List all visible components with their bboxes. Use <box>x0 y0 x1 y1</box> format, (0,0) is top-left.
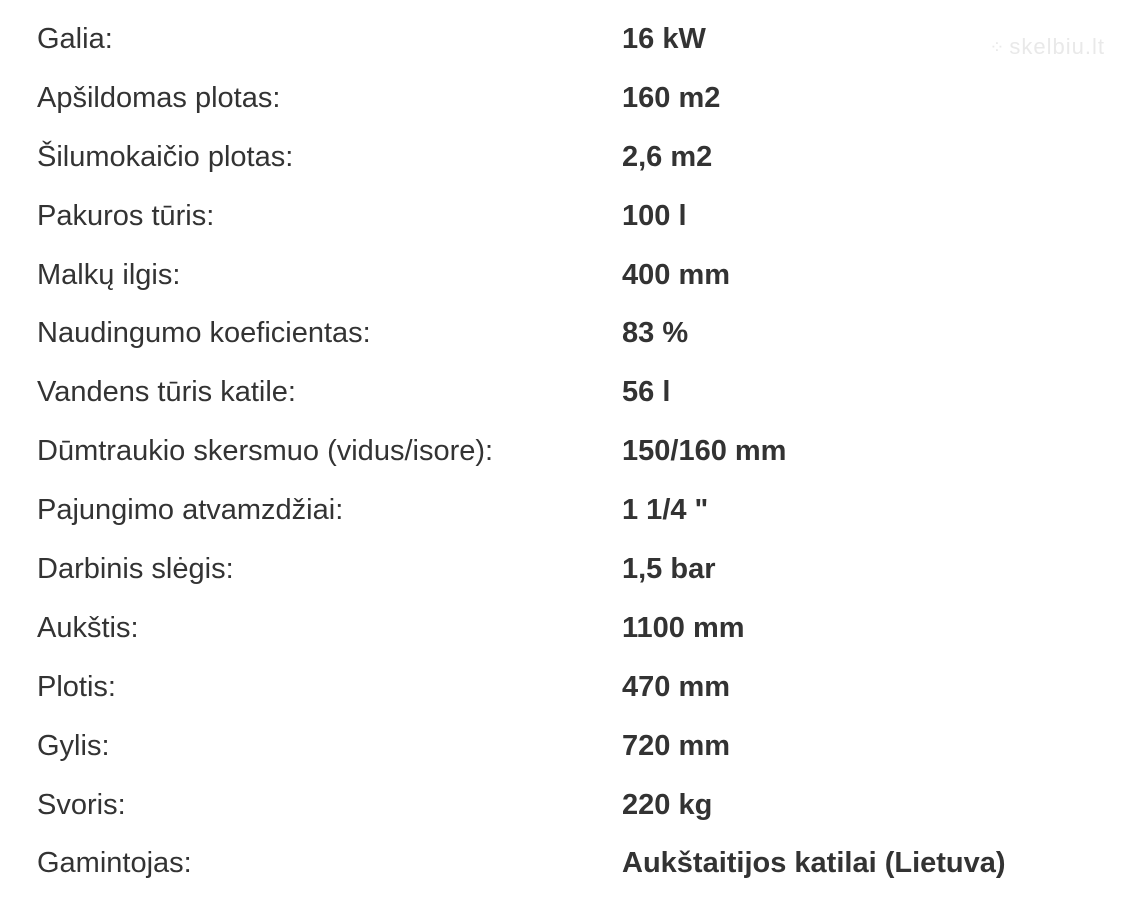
spec-value: 16 kW <box>622 22 706 55</box>
spec-row-flue-diameter <box>37 422 1117 481</box>
spec-value: 150/160 mm <box>622 435 787 468</box>
spec-label: Šilumokaičio plotas: <box>37 140 294 173</box>
spec-value: 56 l <box>622 376 671 409</box>
spec-value: 1 1/4 " <box>622 494 709 527</box>
spec-row-exchanger-area <box>37 128 1117 187</box>
spec-value: 400 mm <box>622 258 731 291</box>
spec-label: Gylis: <box>37 729 110 762</box>
spec-value: 1,5 bar <box>622 552 716 585</box>
spec-label: Plotis: <box>37 670 116 703</box>
spec-value: 83 % <box>622 317 689 350</box>
spec-label: Apšildomas plotas: <box>37 81 281 114</box>
spec-label: Naudingumo koeficientas: <box>37 317 371 350</box>
spec-value: 720 mm <box>622 729 731 762</box>
spec-row-heated-area <box>37 69 1117 128</box>
spec-value: 220 kg <box>622 788 713 821</box>
spec-row-manufacturer <box>37 834 1117 893</box>
spec-value: 1100 mm <box>622 611 745 644</box>
spec-row-weight <box>37 776 1117 835</box>
spec-label: Gamintojas: <box>37 847 192 880</box>
spec-label: Aukštis: <box>37 611 139 644</box>
spec-row-working-pressure <box>37 540 1117 599</box>
spec-label: Malkų ilgis: <box>37 258 181 291</box>
spec-label: Dūmtraukio skersmuo (vidus/isore): <box>37 435 494 468</box>
spec-value: 100 l <box>622 199 687 232</box>
spec-value: Aukštaitijos katilai (Lietuva) <box>622 847 1006 880</box>
spec-table <box>37 10 1117 893</box>
spec-label: Pajungimo atvamzdžiai: <box>37 494 344 527</box>
spec-label: Svoris: <box>37 788 126 821</box>
spec-row-depth <box>37 717 1117 776</box>
spec-row-height <box>37 599 1117 658</box>
spec-row-connection-pipes <box>37 481 1117 540</box>
spec-row-firebox-volume <box>37 187 1117 246</box>
spec-row-efficiency <box>37 304 1117 363</box>
dots-logo-icon: ⁘ <box>989 36 1006 57</box>
spec-value: 2,6 m2 <box>622 140 713 173</box>
watermark-text: skelbiu.lt <box>1009 34 1105 59</box>
spec-label: Galia: <box>37 22 113 55</box>
spec-label: Darbinis slėgis: <box>37 552 234 585</box>
spec-label: Pakuros tūris: <box>37 199 215 232</box>
spec-row-water-volume <box>37 363 1117 422</box>
spec-value: 160 m2 <box>622 81 721 114</box>
spec-row-width <box>37 658 1117 717</box>
spec-value: 470 mm <box>622 670 731 703</box>
spec-row-log-length <box>37 246 1117 305</box>
spec-label: Vandens tūris katile: <box>37 376 296 409</box>
spec-row-power <box>37 10 1117 69</box>
